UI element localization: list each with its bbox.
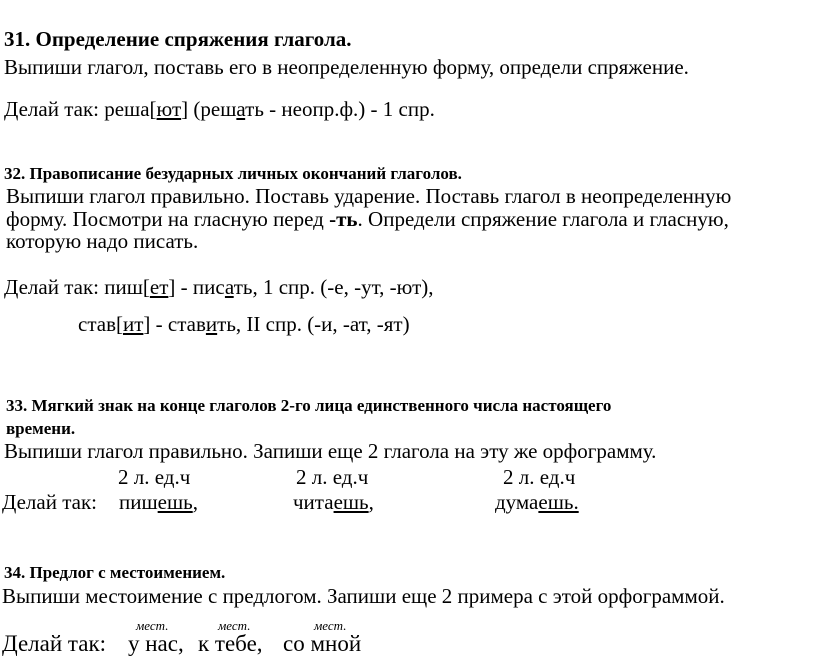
example-ending: ит <box>122 312 144 336</box>
example-ending: ет <box>149 275 169 299</box>
pronoun-example-2: к тебе, <box>198 631 263 656</box>
verb-stem: дума <box>495 490 539 514</box>
section-34-task: Выпиши местоимение с предлогом. Запиши еще 2 примера с этой орфограммой. <box>2 584 725 608</box>
verb-stem: пиш <box>119 490 158 514</box>
section-34-lead: Делай так: <box>2 631 107 656</box>
example-text: ] - став <box>143 312 206 336</box>
pronoun-example-3: со мной <box>283 631 362 656</box>
section-32-example-1 <box>4 275 434 299</box>
section-33-title-line-1: 33. Мягкий знак на конце глаголов 2-го лица единственного числа настоящего <box>6 396 612 415</box>
verb-ending: ешь <box>333 490 369 514</box>
task-text: форму. Посмотри на гласную перед <box>6 207 330 231</box>
section-33-task: Выпиши глагол правильно. Запиши еще 2 глагола на эту же орфограмму. <box>4 439 657 463</box>
section-32-example-2 <box>78 312 410 336</box>
example-vowel: а <box>224 275 234 299</box>
section-32-title: 32. Правописание безударных личных окончаний глаголов. <box>4 164 462 183</box>
verb-stem: чита <box>293 490 334 514</box>
task-suffix: -ть <box>329 207 358 231</box>
pronoun-label-3: мест. <box>314 618 347 633</box>
example-text: Делай так: реша[ <box>4 97 157 121</box>
example-text: ] - пис <box>168 275 225 299</box>
section-32-task-line-3: которую надо писать. <box>6 229 199 253</box>
example-text: Делай так: пиш[ <box>4 275 150 299</box>
section-33-lead: Делай так: <box>2 490 97 514</box>
person-label-3: 2 л. ед.ч <box>503 465 576 489</box>
section-31-example <box>4 97 435 121</box>
example-text: став[ <box>78 312 123 336</box>
verb-example-1 <box>119 490 198 514</box>
example-vowel: и <box>205 312 218 336</box>
section-31-task: Выпиши глагол, поставь его в неопределенную форму, определи спряжение. <box>4 55 689 79</box>
task-text: . Определи спряжение глагола и гласную, <box>357 207 729 231</box>
person-label-2: 2 л. ед.ч <box>296 465 369 489</box>
example-text: ть, 1 спр. (-е, -ут, -ют), <box>233 275 434 299</box>
verb-example-2 <box>293 490 374 514</box>
pronoun-example-1: у нас, <box>128 631 184 656</box>
example-text: ть, II спр. (-и, -ат, -ят) <box>217 312 410 336</box>
section-34-title: 34. Предлог с местоимением. <box>4 563 226 582</box>
verb-ending: ешь. <box>538 490 579 514</box>
pronoun-label-1: мест. <box>136 618 169 633</box>
example-vowel: а <box>236 97 246 121</box>
pronoun-label-2: мест. <box>218 618 251 633</box>
person-label-1: 2 л. ед.ч <box>118 465 191 489</box>
section-33-title-line-2: времени. <box>6 419 76 438</box>
punctuation: , <box>192 490 198 514</box>
example-text: ] (реш <box>181 97 237 121</box>
section-32-task-line-1: Выпиши глагол правильно. Поставь ударение. Поставь глагол в неопределенную <box>6 184 732 208</box>
verb-ending: ешь <box>157 490 193 514</box>
punctuation: , <box>368 490 374 514</box>
verb-example-3 <box>495 490 579 514</box>
example-text: ть - неопр.ф.) - 1 спр. <box>245 97 435 121</box>
example-ending: ют <box>156 97 182 121</box>
section-32-task-line-2 <box>6 207 729 231</box>
section-31-title: 31. Определение спряжения глагола. <box>4 27 352 51</box>
